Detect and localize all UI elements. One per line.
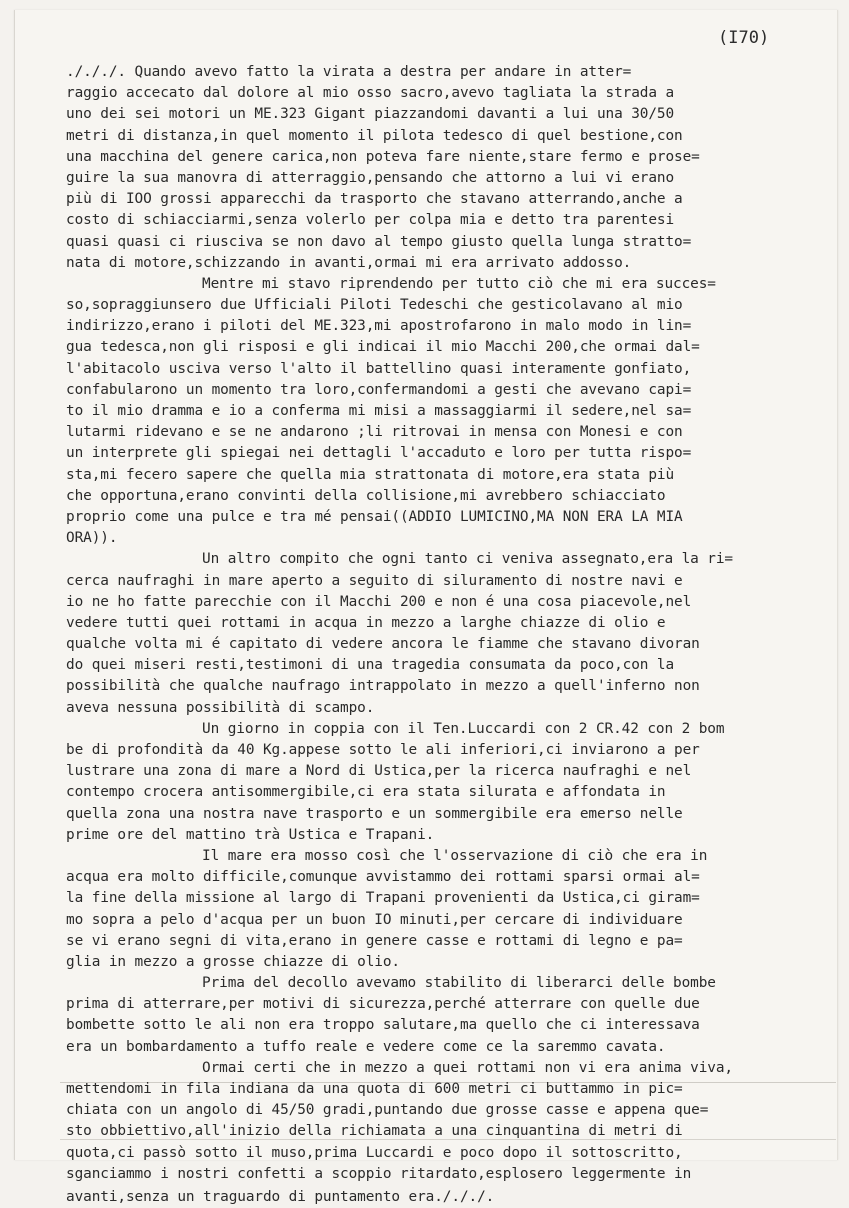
text-line: era un bombardamento a tuffo reale e vedere come ce la saremmo cavata. — [66, 1038, 666, 1055]
text-line: confabularono un momento tra loro,confermandomi a gesti che avevano capi= — [66, 381, 692, 398]
text-line: acqua era molto difficile,comunque avvistammo dei rottami sparsi ormai al= — [66, 869, 700, 886]
text-line: l'abitacolo usciva verso l'alto il battellino quasi interamente gonfiato, — [66, 360, 692, 377]
text-line: aveva nessuna possibilità di scampo. — [66, 699, 375, 716]
text-line: mettendomi in fila indiana da una quota di 600 metri ci buttammo in pic= — [66, 1081, 683, 1097]
text-line: prima di atterrare,per motivi di sicurezza,perché atterrare con quelle due — [66, 996, 700, 1013]
text-line: io ne ho fatte parecchie con il Macchi 200 e non é una cosa piacevole,nel — [66, 593, 692, 610]
text-line: guire la sua manovra di atterraggio,pensando che attorno a lui vi erano — [66, 169, 675, 186]
text-line: cerca naufraghi in mare aperto a seguito di siluramento di nostre navi e — [66, 572, 683, 589]
text-line: Un giorno in coppia con il Ten.Luccardi con 2 CR.42 con 2 bom — [202, 720, 725, 737]
text-line: ORA)). — [66, 530, 118, 547]
text-line: possibilità che qualche naufrago intrappolato in mezzo a quell'inferno non — [66, 678, 700, 695]
text-line: Ormai certi che in mezzo a quei rottami non vi era anima viva, — [202, 1059, 733, 1076]
text-line: gua tedesca,non gli risposi e gli indicai il mio Macchi 200,che ormai dal= — [66, 339, 700, 356]
text-line: vedere tutti quei rottami in acqua in mezzo a larghe chiazze di olio e — [66, 614, 666, 631]
text-line: se vi erano segni di vita,erano in genere casse e rottami di legno e pa= — [66, 932, 683, 949]
text-line: be di profondità da 40 Kg.appese sotto le ali inferiori,ci inviarono a per — [66, 742, 700, 758]
text-line: so,sopraggiunsero due Ufficiali Piloti Tedeschi che gesticolavano al mio — [66, 297, 683, 314]
page-number: (I70) — [718, 28, 770, 48]
text-line: che opportuna,erano convinti della collisione,mi avrebbero schiacciato — [66, 487, 666, 504]
text-line: lustrare una zona di mare a Nord di Ustica,per la ricerca naufraghi e nel — [66, 763, 692, 780]
text-line: ./././. Quando avevo fatto la virata a destra per andare in atter= — [66, 64, 632, 80]
text-line: proprio come una pulce e tra mé pensai((ADDIO LUMICINO,MA NON ERA LA MIA — [66, 508, 683, 525]
text-line: contempo crocera antisommergibile,ci era stata silurata e affondata in — [66, 784, 666, 801]
text-line: più di IOO grossi apparecchi da trasporto che stavano atterrando,anche a — [66, 191, 683, 208]
text-line: to il mio dramma e io a conferma mi misi a massaggiarmi il sedere,nel sa= — [66, 403, 692, 419]
text-line: bombette sotto le ali non era troppo salutare,ma quello che ci interessava — [66, 1017, 700, 1034]
typewritten-text-body — [66, 62, 836, 1208]
text-line: la fine della missione al largo di Trapani provenienti da Ustica,ci giram= — [66, 890, 700, 907]
text-line: quasi quasi ci riusciva se non davo al tempo giusto quella lunga stratto= — [66, 233, 692, 250]
text-line: sta,mi fecero sapere che quella mia strattonata di motore,era stata più — [66, 466, 675, 483]
text-line: mo sopra a pelo d'acqua per un buon IO minuti,per cercare di individuare — [66, 911, 683, 928]
text-line: raggio accecato dal dolore al mio osso sacro,avevo tagliata la strada a — [66, 85, 675, 102]
text-line: prime ore del mattino trà Ustica e Trapani. — [66, 826, 435, 843]
text-line: avanti,senza un traguardo di puntamento era./././. — [66, 1188, 495, 1205]
text-line: chiata con un angolo di 45/50 gradi,puntando due grosse casse e appena que= — [66, 1102, 709, 1119]
text-line: metri di distanza,in quel momento il pilota tedesco di quel bestione,con — [66, 127, 683, 144]
text-line: sganciammo i nostri confetti a scoppio ritardato,esplosero leggermente in — [66, 1165, 692, 1182]
text-line: glia in mezzo a grosse chiazze di olio. — [66, 953, 400, 970]
text-line: nata di motore,schizzando in avanti,ormai mi era arrivato addosso. — [66, 254, 632, 271]
text-line: quella zona una nostra nave trasporto e un sommergibile era emerso nelle — [66, 805, 683, 822]
text-line: uno dei sei motori un ME.323 Gigant piazzandomi davanti a lui una 30/50 — [66, 106, 675, 123]
text-line: un interprete gli spiegai nei dettagli l'accaduto e loro per tutta rispo= — [66, 445, 692, 462]
text-line: una macchina del genere carica,non poteva fare niente,stare fermo e prose= — [66, 148, 700, 165]
text-line: costo di schiacciarmi,senza volerlo per colpa mia e detto tra parentesi — [66, 212, 675, 229]
text-line: qualche volta mi é capitato di vedere ancora le fiamme che stavano divoran — [66, 636, 700, 653]
text-line: Mentre mi stavo riprendendo per tutto ciò che mi era succes= — [202, 275, 716, 292]
text-line: Il mare era mosso così che l'osservazione di ciò che era in — [202, 847, 708, 864]
text-line: lutarmi ridevano e se ne andarono ;li ritrovai in mensa con Monesi e con — [66, 424, 683, 441]
text-line: indirizzo,erano i piloti del ME.323,mi apostrofarono in malo modo in lin= — [66, 318, 692, 335]
text-line: do quei miseri resti,testimoni di una tragedia consumata da poco,con la — [66, 657, 675, 674]
text-line: sto obbiettivo,all'inizio della richiamata a una cinquantina di metri di — [66, 1123, 683, 1140]
text-line: quota,ci passò sotto il muso,prima Luccardi e poco dopo il sottoscritto, — [66, 1144, 683, 1161]
text-line: Un altro compito che ogni tanto ci veniva assegnato,era la ri= — [202, 551, 733, 568]
text-line: Prima del decollo avevamo stabilito di liberarci delle bombe — [202, 975, 716, 992]
